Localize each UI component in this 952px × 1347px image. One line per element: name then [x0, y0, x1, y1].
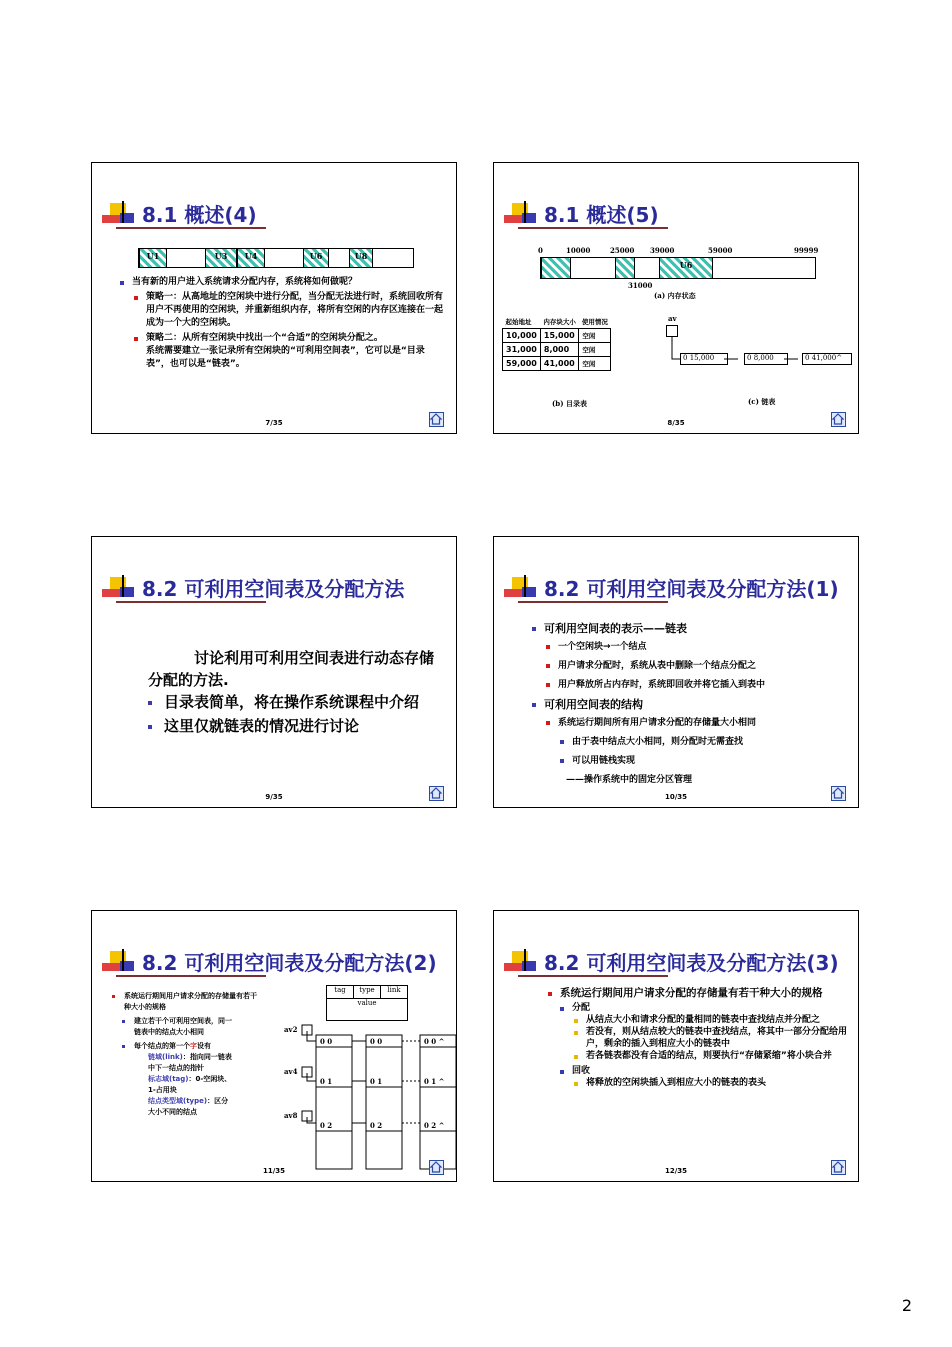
field-link: link — [387, 986, 401, 994]
slide-body — [112, 991, 262, 1118]
slide-page-number: 11/35 — [262, 1167, 286, 1175]
memory-bar — [540, 257, 816, 279]
slide-12 — [493, 910, 859, 1182]
list-item: 策略二：从所有空闲块中找出一个“合适”的空闲块分配之。 — [134, 332, 448, 345]
slide-page-number: 12/35 — [664, 1167, 688, 1175]
node-cell: 0 2 — [320, 1121, 333, 1130]
slide-title: 8.1 概述(5) — [544, 203, 659, 227]
list-item: 将释放的空闲块插入到相应大小的链表的表头 — [574, 1077, 848, 1089]
title-underline — [518, 227, 668, 229]
slide-page-number: 10/35 — [664, 793, 688, 801]
field-type: type — [354, 986, 381, 998]
table-row: 59,000 41,000 空闲 — [503, 357, 611, 371]
node-cell: 0 2 — [370, 1121, 383, 1130]
table-row: 10,000 15,000 空闲 — [503, 329, 611, 343]
list-item: 目录表简单，将在操作系统课程中介绍 — [148, 691, 448, 713]
list-item: 用户释放所占内存时，系统即回收并将它插入到表中 — [546, 676, 852, 695]
memory-segment: U3 — [205, 249, 237, 267]
slide-page-number: 7/35 — [265, 419, 283, 427]
list-item: 回收 — [560, 1065, 848, 1077]
slide-11 — [91, 910, 457, 1182]
field-tag: tag — [327, 986, 354, 998]
memory-segment: U6 — [659, 258, 713, 278]
list-item: 系统运行期间用户请求分配的存储量有若干种大小的规格 — [112, 991, 262, 1013]
title-underline — [518, 601, 668, 603]
node-cell: 0 0 — [320, 1037, 333, 1046]
list-item: 从结点大小和请求分配的量相同的链表中查找结点并分配之 — [574, 1014, 848, 1026]
list-head-label: av — [668, 314, 677, 323]
caption: (a) 内存状态 — [654, 291, 696, 300]
slide-page-number: 8/35 — [667, 419, 685, 427]
list-item: 用户请求分配时，系统从表中删除一个结点分配之 — [546, 657, 852, 676]
node-cell: 0 1 — [320, 1077, 333, 1086]
list-item: 若各链表都没有合适的结点，则要执行“存储紧缩”将小块合并 — [574, 1050, 848, 1062]
slide-title: 8.1 概述(4) — [142, 203, 257, 227]
list-item: 这里仅就链表的情况进行讨论 — [148, 715, 448, 737]
list-item: 策略一：从高地址的空闲块中进行分配，当分配无法进行时，系统回收所有用户不再使用的空闲块，并重新组织内存，将所有空闲的内存区连接在一起成为一个大的空闲块。 — [134, 291, 448, 330]
list-item: 可利用空间表的表示——链表 — [532, 619, 852, 638]
node-cell: 0 2 ^ — [424, 1121, 445, 1130]
list-item: 系统运行期间用户请求分配的存储量有若干种大小的规格 — [548, 987, 848, 999]
slide-body — [148, 647, 448, 737]
list-item: 可利用空间表的结构 — [532, 695, 852, 714]
title-underline — [116, 227, 266, 229]
slide-7 — [91, 162, 457, 434]
list-item: 系统运行期间所有用户请求分配的存储量大小相同 — [546, 714, 852, 733]
address-label: 0 — [538, 246, 543, 255]
title-underline — [116, 975, 266, 977]
node-cell: 0 1 ^ — [424, 1077, 445, 1086]
table-header-row: 起始地址 内存块大小 使用情况 — [505, 318, 608, 326]
slide-body — [548, 987, 848, 1089]
memory-segment: U4 — [237, 249, 265, 267]
home-icon[interactable] — [429, 412, 444, 427]
slide-title: 8.2 可利用空间表及分配方法 — [142, 577, 405, 601]
field-description: 链域(link)：指向同一链表中下一结点的指针 — [148, 1053, 232, 1072]
title-underline — [116, 601, 266, 603]
slide-8 — [493, 162, 859, 434]
list-head-label: av2 — [284, 1025, 298, 1034]
slide-body — [120, 276, 448, 371]
address-label: 39000 — [650, 246, 675, 255]
home-icon[interactable] — [831, 412, 846, 427]
document-page-number: 2 — [901, 1296, 912, 1315]
list-item: 由于表中结点大小相同，则分配时无需查找 — [560, 733, 852, 752]
memory-segment: U8 — [349, 249, 373, 267]
slide-title: 8.2 可利用空间表及分配方法(3) — [544, 951, 839, 975]
list-head-label: av8 — [284, 1111, 298, 1120]
node-cell: 0 1 — [370, 1077, 383, 1086]
address-label: 99999 — [794, 246, 819, 255]
address-label: 59000 — [708, 246, 733, 255]
home-icon[interactable] — [831, 786, 846, 801]
slide-title: 8.2 可利用空间表及分配方法(1) — [544, 577, 839, 601]
list-item: 一个空闲块→一个结点 — [546, 638, 852, 657]
slide-9 — [91, 536, 457, 808]
address-label: 10000 — [566, 246, 591, 255]
memory-bar — [138, 248, 414, 268]
address-label: 25000 — [610, 246, 635, 255]
memory-segment: U1 — [139, 249, 167, 267]
list-node: 0 15,000 — [680, 353, 728, 365]
home-icon[interactable] — [429, 786, 444, 801]
list-node: 0 41,000^ — [802, 353, 852, 365]
field-value: value — [357, 999, 377, 1007]
paragraph-text: 讨论利用可利用空间表进行动态存储分配的方法. — [148, 649, 435, 689]
list-item: 每个结点的第一个字设有 — [122, 1041, 262, 1052]
field-description: 标志域(tag)：0-空闲块、1-占用块 — [148, 1075, 232, 1094]
slide-page-number: 9/35 — [265, 793, 283, 801]
list-item: 若没有，则从结点较大的链表中查找结点，将其中一部分分配给用户，剩余的插入到相应大小的链表中 — [574, 1026, 848, 1050]
memory-segment: U6 — [303, 249, 329, 267]
slide-10 — [493, 536, 859, 808]
list-item: 可以用链栈实现 — [560, 752, 852, 771]
list-item: 当有新的用户进入系统请求分配内存，系统将如何做呢？ — [120, 276, 448, 289]
list-text: ——操作系统中的固定分区管理 — [566, 775, 693, 785]
list-node: 0 8,000 — [744, 353, 788, 365]
slide-title: 8.2 可利用空间表及分配方法(2) — [142, 951, 437, 975]
caption: (c) 链表 — [748, 397, 776, 406]
node-cell: 0 0 — [370, 1037, 383, 1046]
memory-segment — [615, 258, 635, 278]
note-text: 系统需要建立一张记录所有空闲块的“可利用空间表”，它可以是“目录表”，也可以是“链表”。 — [146, 346, 425, 369]
home-icon[interactable] — [429, 1160, 444, 1175]
node-cell: 0 0 ^ — [424, 1037, 445, 1046]
address-label: 31000 — [628, 281, 653, 290]
list-head-label: av4 — [284, 1067, 298, 1076]
caption: (b) 目录表 — [552, 399, 587, 408]
directory-table — [502, 315, 611, 371]
memory-segment — [541, 258, 571, 278]
list-item: 分配 — [560, 1002, 848, 1014]
list-item: 建立若干个可利用空间表，同一链表中的结点大小相同 — [122, 1016, 262, 1038]
table-row: 31,000 8,000 空闲 — [503, 343, 611, 357]
node-format-box — [326, 985, 408, 1021]
slide-body — [532, 619, 852, 790]
title-underline — [518, 975, 668, 977]
field-description: 结点类型域(type)：区分大小不同的结点 — [148, 1097, 229, 1116]
home-icon[interactable] — [831, 1160, 846, 1175]
